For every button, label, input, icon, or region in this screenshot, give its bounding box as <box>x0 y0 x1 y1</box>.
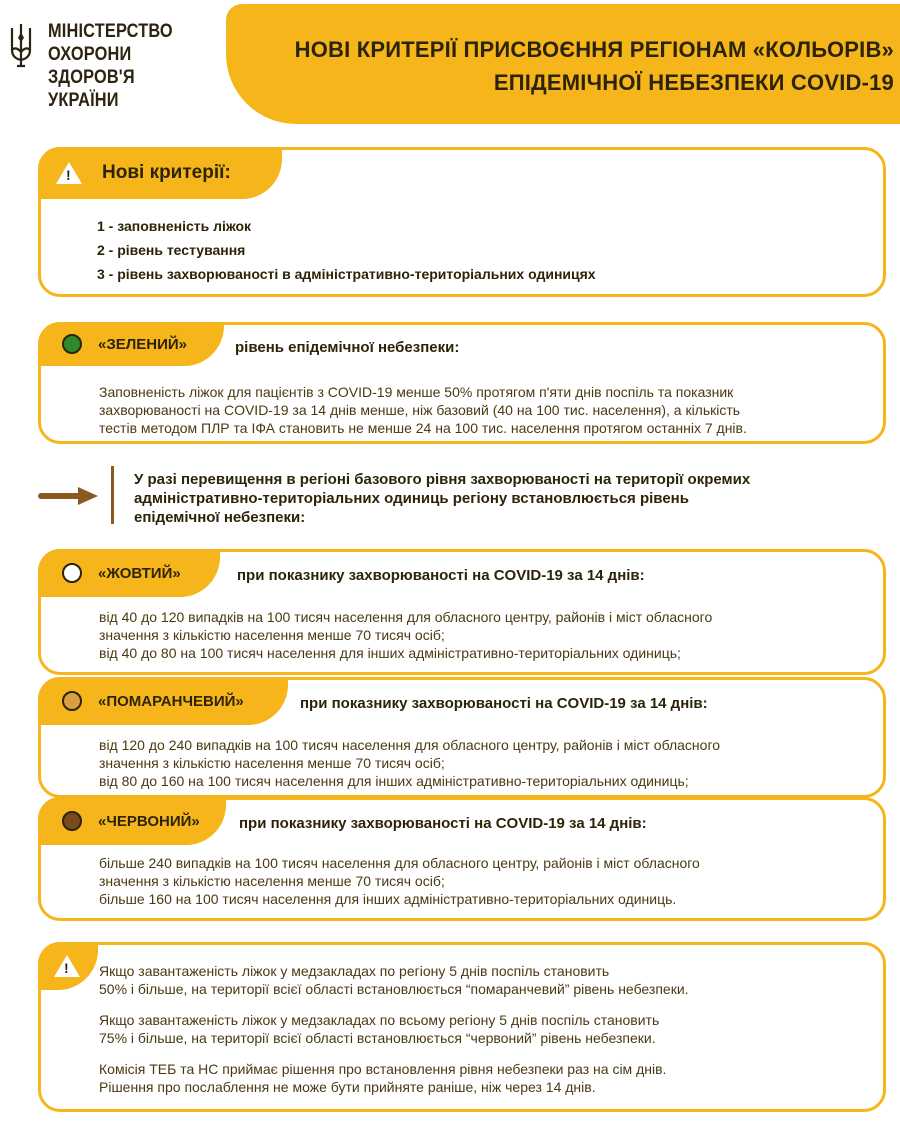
criteria-title: Нові критерії: <box>102 162 231 183</box>
text-line: більше 160 на 100 тисяч населення для інших адміністративно-територіальних одиниць. <box>99 891 677 907</box>
list-item: 3 - рівень захворюваності в адміністративно-територіальних одиницях <box>97 266 596 282</box>
list-item: 1 - заповненість ліжок <box>97 218 252 234</box>
ministry-line: МІНІСТЕРСТВО <box>48 21 173 42</box>
red-level-heading: при показнику захворюваності на COVID-19 за 14 днів: <box>239 815 647 832</box>
header <box>0 0 900 128</box>
orange-level-description <box>99 736 720 790</box>
text-line: Якщо завантаженість ліжок у медзакладах по всьому регіону 5 днів поспіль становить <box>99 1012 660 1028</box>
notes-tab <box>38 942 98 990</box>
text-line: Якщо завантаженість ліжок у медзакладах по регіону 5 днів поспіль становить <box>99 963 610 979</box>
divider <box>111 466 114 524</box>
green-level-card <box>38 322 886 444</box>
orange-level-heading: при показнику захворюваності на COVID-19 за 14 днів: <box>300 695 708 712</box>
yellow-level-card <box>38 549 886 675</box>
text-line: Заповненість ліжок для пацієнтів з COVID-19 менше 50% протягом п'яти днів поспіль та показник <box>99 384 734 400</box>
criteria-tab <box>38 147 282 199</box>
text-line: епідемічної небезпеки: <box>134 509 306 526</box>
ministry-line: ОХОРОНИ <box>48 44 132 65</box>
yellow-level-description <box>99 608 712 662</box>
notes-card <box>38 942 886 1112</box>
transition-note <box>134 470 750 527</box>
orange-level-tab <box>38 677 288 725</box>
list-item: 2 - рівень тестування <box>97 242 246 258</box>
orange-level-card <box>38 677 886 798</box>
text-line: 75% і більше, на території всієї області встановлюється “червоний” рівень небезпеки. <box>99 1030 656 1046</box>
yellow-dot-icon <box>62 563 82 583</box>
orange-level-label: «ПОМАРАНЧЕВИЙ» <box>98 692 244 710</box>
text-line: захворюваності на COVID-19 за 14 днів менше, ніж базовий (40 на 100 тис. населення), а кількість <box>99 402 741 418</box>
text-line: від 40 до 80 на 100 тисяч населення для інших адміністративно-територіальних одиниць; <box>99 645 681 661</box>
warning-icon <box>56 162 82 184</box>
yellow-level-tab <box>38 549 220 597</box>
warning-icon-glyph: ! <box>66 167 71 183</box>
text-line: значення з кількістю населення менше 70 тисяч осіб; <box>99 627 445 643</box>
note-paragraph <box>99 962 689 998</box>
red-dot-icon <box>62 811 82 831</box>
criteria-list <box>97 214 596 286</box>
green-level-description <box>99 383 747 437</box>
ministry-name <box>48 20 173 112</box>
text-line: адміністративно-територіальних одиниць регіону встановлюється рівень <box>134 490 689 507</box>
text-line: Комісія ТЕБ та НС приймає рішення про встановлення рівня небезпеки раз на сім днів. <box>99 1061 667 1077</box>
text-line: значення з кількістю населення менше 70 тисяч осіб; <box>99 755 445 771</box>
text-line: тестів методом ПЛР та ІФА становить не менше 24 на 100 тис. населення протягом останніх 7 днів. <box>99 420 747 436</box>
ministry-line: ЗДОРОВ'Я <box>48 67 135 88</box>
warning-icon-glyph: ! <box>64 960 69 976</box>
text-line: від 80 до 160 на 100 тисяч населення для інших адміністративно-територіальних одиниць; <box>99 773 689 789</box>
red-level-description <box>99 854 700 908</box>
red-level-card <box>38 797 886 921</box>
red-level-tab <box>38 797 226 845</box>
arrow-right-icon <box>38 486 100 506</box>
note-paragraph <box>99 1060 689 1096</box>
page-title-line1: НОВІ КРИТЕРІЇ ПРИСВОЄННЯ РЕГІОНАМ «КОЛЬОРІВ» <box>294 37 894 62</box>
note-paragraph <box>99 1011 689 1047</box>
text-line: від 120 до 240 випадків на 100 тисяч населення для обласного центру, районів і міст обласного <box>99 737 721 753</box>
criteria-card <box>38 147 886 297</box>
text-line: У разі перевищення в регіоні базового рівня захворюваності на території окремих <box>134 471 751 488</box>
text-line: 50% і більше, на території всієї області встановлюється “помаранчевий” рівень небезпеки. <box>99 981 689 997</box>
green-level-tab <box>38 322 224 366</box>
title-banner <box>226 4 900 124</box>
text-line: більше 240 випадків на 100 тисяч населення для обласного центру, районів і міст обласного <box>99 855 700 871</box>
text-line: від 40 до 120 випадків на 100 тисяч населення для обласного центру, районів і міст обласного <box>99 609 713 625</box>
orange-dot-icon <box>62 691 82 711</box>
green-dot-icon <box>62 334 82 354</box>
red-level-label: «ЧЕРВОНИЙ» <box>98 812 200 830</box>
yellow-level-heading: при показнику захворюваності на COVID-19 за 14 днів: <box>237 567 645 584</box>
warning-icon <box>54 955 80 977</box>
green-level-label: «ЗЕЛЕНИЙ» <box>98 335 188 353</box>
yellow-level-label: «ЖОВТИЙ» <box>98 564 181 582</box>
text-line: значення з кількістю населення менше 70 тисяч осіб; <box>99 873 445 889</box>
notes-text <box>99 962 689 1109</box>
page-title-line2: ЕПІДЕМІЧНОЇ НЕБЕЗПЕКИ COVID-19 <box>493 70 894 95</box>
trident-emblem-icon <box>8 22 34 68</box>
text-line: Рішення про послаблення не може бути прийняте раніше, ніж через 14 днів. <box>99 1079 596 1095</box>
green-level-heading: рівень епідемічної небезпеки: <box>235 339 460 356</box>
ministry-line: УКРАЇНИ <box>48 90 119 111</box>
